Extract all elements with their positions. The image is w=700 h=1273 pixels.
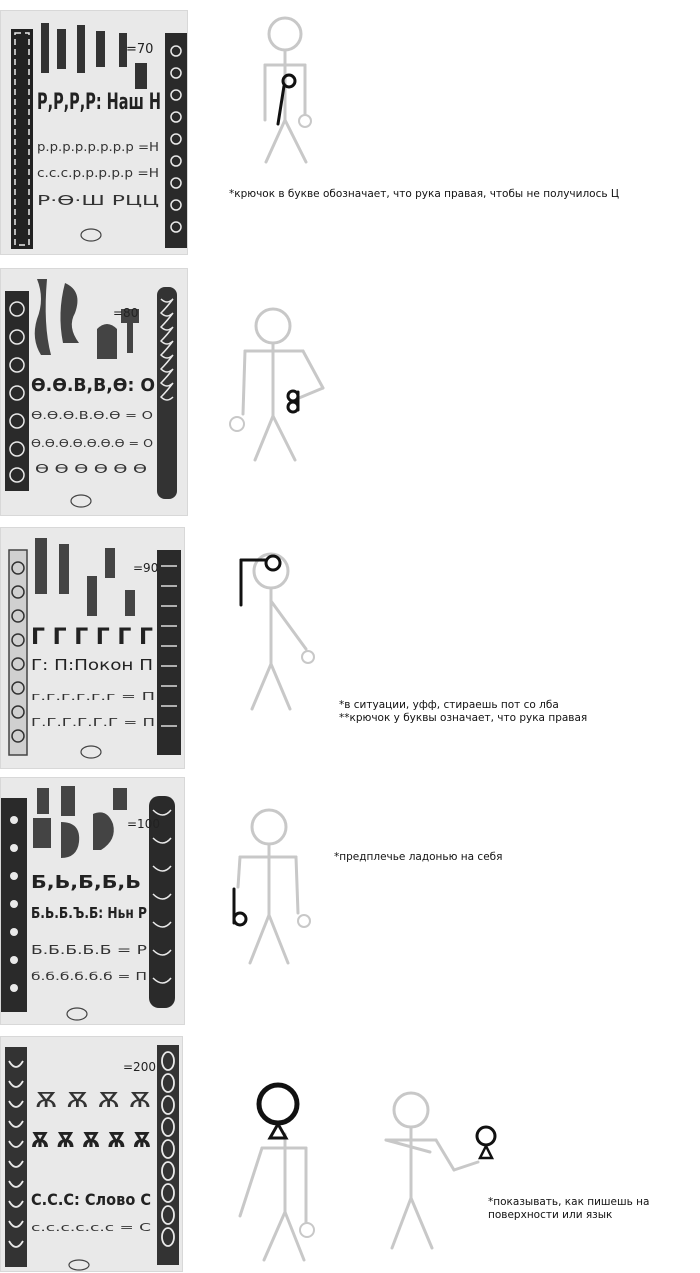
- hook-letter-mark: [241, 556, 280, 605]
- plate-line-2: Г: П:Покон П: [31, 656, 153, 674]
- hook-letter-mark: [288, 391, 298, 412]
- stick-figure-5a: [232, 1076, 327, 1266]
- stick-figure-4: [222, 805, 322, 975]
- plate-line-1: Ѫ Ѫ Ѫ Ѫ: [35, 1088, 151, 1112]
- note-1: *крючок в букве обозначает, что рука правая, чтобы не получилось Ц: [229, 188, 620, 200]
- plate-numeral: =80: [113, 306, 139, 320]
- stick-figure-1: [250, 10, 330, 170]
- plate-line-2: Ѫ Ѫ Ѫ Ѫ Ѫ: [31, 1128, 151, 1152]
- mouth-shape-mark: [477, 1127, 495, 1158]
- plate-line-4: Ѳ Ѳ Ѳ Ѳ Ѳ Ѳ: [35, 462, 147, 476]
- letter-plate-3: [0, 527, 185, 769]
- plate-line-2: Б.Ь.Б.Ъ.Б: Ньн Р: [31, 904, 147, 922]
- mouth-shape-mark: [259, 1085, 297, 1138]
- ornament-border-right: [157, 1045, 179, 1265]
- hook-letter-mark: [234, 889, 246, 925]
- plate-numeral: =90: [133, 561, 159, 575]
- row-4: [0, 777, 700, 1025]
- plate-line-3: Б.Б.Б.Б.Б = Р: [31, 943, 147, 957]
- ornament-border-right: [157, 287, 177, 499]
- row-5: [0, 1036, 700, 1272]
- plate-line-1: Р,Р,Р,Р: Наш Н: [37, 90, 161, 115]
- note-3: *в ситуации, уфф, стираешь пот со лба **крючок у буквы означает, что рука правая: [339, 699, 588, 724]
- row-3: [0, 527, 700, 769]
- plate-line-1: Ѳ.Ѳ.В,В,Ѳ: О: [31, 375, 155, 396]
- letter-plate-5: [0, 1036, 183, 1272]
- plate-numeral: =100: [127, 817, 160, 831]
- plate-numeral: =70: [126, 42, 154, 57]
- plate-line-1: Б,Ь,Б,Б,Ь: [31, 872, 141, 893]
- stick-figure-2: [225, 306, 335, 466]
- letter-plate-1: [0, 10, 188, 255]
- letter-plate-2: [0, 268, 188, 516]
- plate-line-4: б.б.б.б.б.б = П: [31, 970, 147, 983]
- plate-numeral: =200: [123, 1060, 156, 1074]
- stick-figure-3: [232, 549, 322, 719]
- plate-line-3: С.С.С: Слово С: [31, 1190, 151, 1209]
- plate-line-2: Ѳ.Ѳ.Ѳ.В.Ѳ.Ѳ = О: [31, 409, 154, 422]
- ornament-border-right: [165, 33, 187, 248]
- plate-line-3: с.с.с.р.р.р.р.р =Н: [37, 166, 159, 180]
- plate-line-1: Г Г Г Г Г Г: [31, 625, 153, 650]
- plate-line-3: г.г.г.г.г.г = П: [31, 690, 155, 703]
- plate-line-2: р.р.р.р.р.р.р.р =Н: [37, 140, 159, 154]
- plate-line-4: Р·Ѳ·Ш РЦЦ: [37, 194, 159, 209]
- ornament-border-left: [5, 291, 29, 491]
- plate-line-3: Ѳ.Ѳ.Ѳ.Ѳ.Ѳ.Ѳ.Ѳ = О: [31, 437, 154, 450]
- ornament-border-left: [9, 550, 27, 755]
- plate-line-4: Г.Г.Г.Г.Г.Г = П: [31, 716, 155, 729]
- plate-line-4: с.с.с.с.с.с = С: [31, 1221, 152, 1234]
- ornament-border-right: [157, 550, 181, 755]
- row-2: [0, 268, 700, 516]
- ornament-border-left: [5, 1047, 27, 1267]
- stick-figure-5b: [380, 1088, 505, 1258]
- note-4: *предплечье ладонью на себя: [334, 851, 503, 863]
- row-1: [0, 10, 700, 255]
- letter-plate-4: [0, 777, 185, 1025]
- note-5: *показывать, как пишешь на поверхности или язык: [488, 1196, 650, 1221]
